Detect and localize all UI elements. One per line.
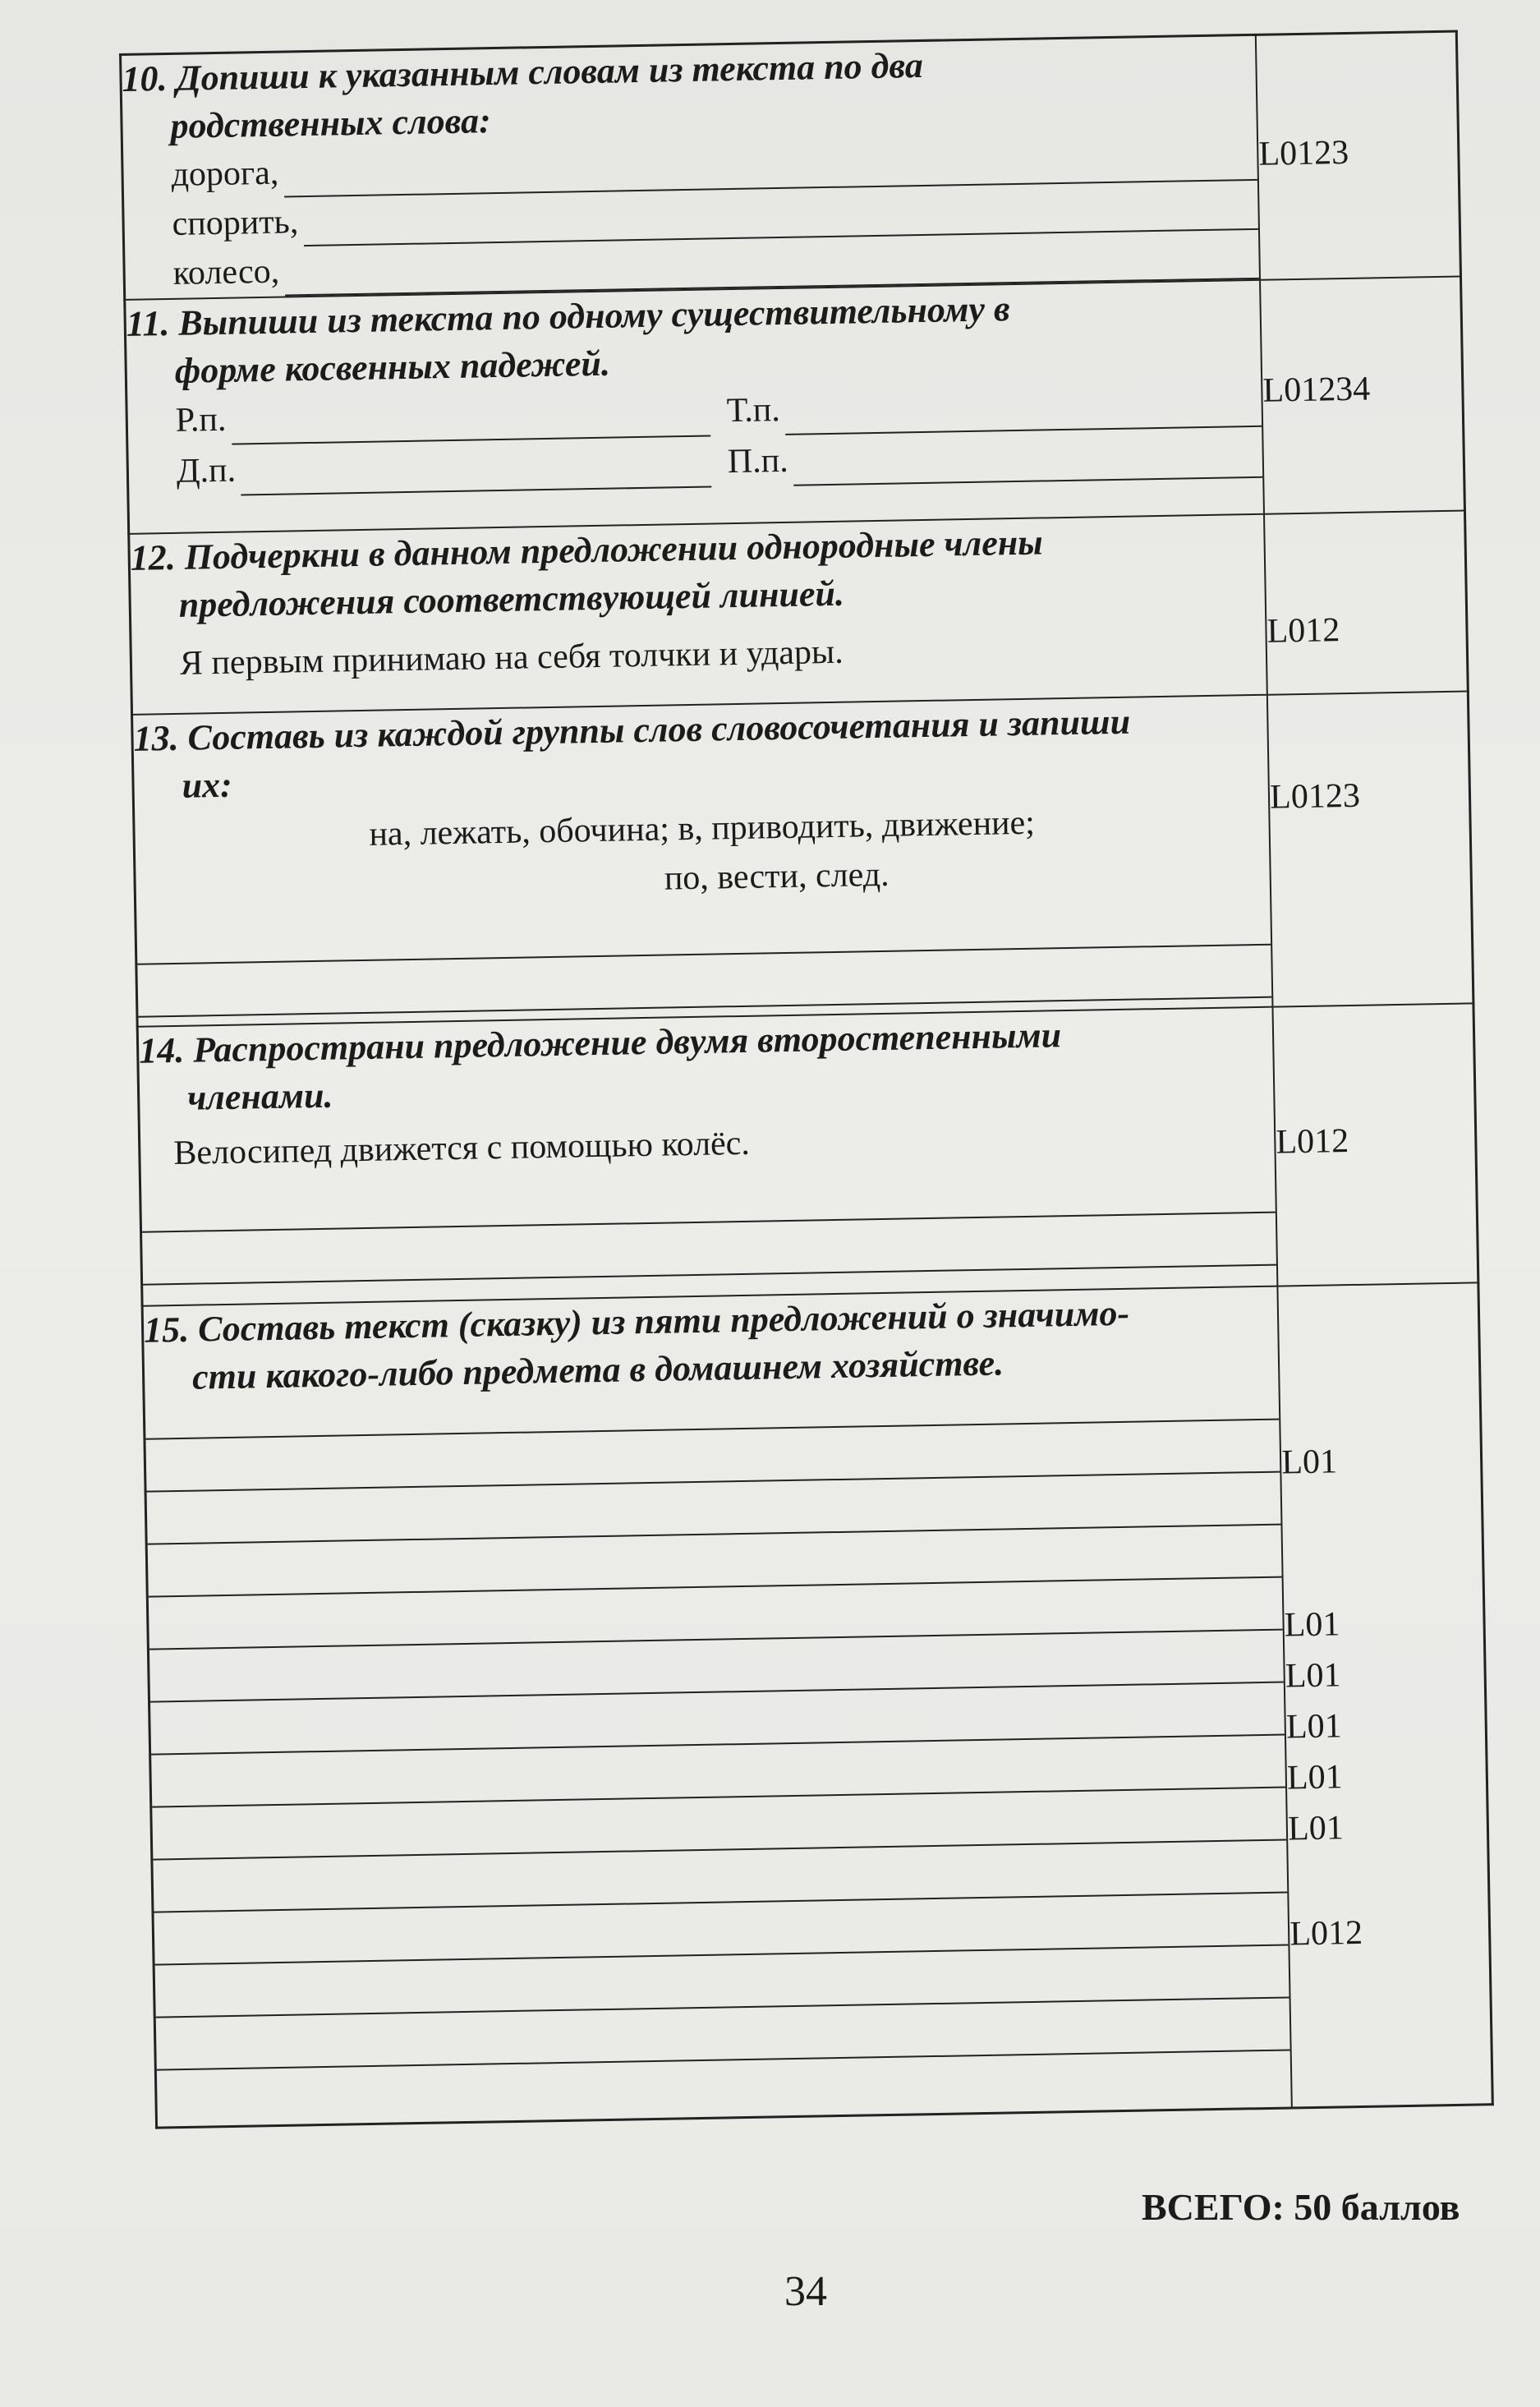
case-label: П.п.	[727, 441, 789, 481]
task-15-score	[1278, 1282, 1493, 2107]
task-14-row	[137, 1003, 1478, 1305]
page-number: 34	[784, 2268, 827, 2315]
score-label: L01	[1285, 1656, 1341, 1696]
task-12-score	[1264, 510, 1468, 694]
score-label: L0123	[1258, 133, 1349, 173]
task-10-score	[1256, 31, 1460, 280]
task-14-title	[139, 1008, 1274, 1123]
task-title-cont: форме косвенных падежей.	[174, 343, 611, 391]
task-number: 15.	[143, 1309, 190, 1351]
task-number: 11.	[126, 302, 170, 344]
task-10-content	[121, 35, 1261, 300]
task-title-cont: членами.	[186, 1075, 333, 1118]
task-13-score	[1267, 691, 1473, 1006]
task-14-content	[137, 1007, 1277, 1306]
word-groups-line: на, лежать, обочина; в, приводить, движение;	[369, 803, 1036, 854]
task-11-content	[125, 280, 1264, 534]
score-label: L01	[1287, 1809, 1345, 1848]
task-sentence: Велосипед движется с помощью колёс.	[172, 1124, 751, 1173]
tasks-table	[119, 30, 1494, 2129]
score-label: L01	[1280, 1443, 1338, 1482]
task-15-content	[142, 1286, 1292, 2128]
task-15-row	[142, 1282, 1492, 2127]
task-12-title	[130, 515, 1265, 630]
task-14-score	[1273, 1003, 1478, 1286]
word-label: дорога,	[171, 154, 279, 194]
task-title-text: Подчеркни в данном предложении однородные члены	[184, 522, 1044, 578]
word-groups-line: по, вести, след.	[664, 855, 890, 898]
score-label: L012	[1266, 611, 1340, 651]
answer-blank[interactable]	[793, 447, 1263, 486]
case-label: Т.п.	[726, 391, 781, 430]
task-13-title	[133, 696, 1268, 811]
score-label: L012	[1289, 1913, 1363, 1954]
task-13-row	[132, 691, 1473, 1026]
task-number: 14.	[138, 1029, 185, 1071]
total-score: ВСЕГО: 50 баллов	[1142, 2186, 1460, 2228]
task-number: 10.	[122, 58, 168, 99]
task-number: 13.	[133, 717, 179, 759]
task-sentence: Я первым принимаю на себя толчки и удары.	[179, 633, 844, 683]
task-12-row	[129, 510, 1469, 714]
word-label: спорить,	[172, 203, 299, 243]
score-label: L01	[1286, 1758, 1344, 1797]
score-label: L01234	[1262, 370, 1371, 410]
task-number: 12.	[130, 536, 177, 578]
task-13-content	[132, 695, 1273, 1027]
task-title-text: Распространи предложение двумя второстепенными	[192, 1015, 1062, 1070]
task-12-content	[129, 514, 1267, 715]
task-10-row	[121, 31, 1461, 300]
case-label: Д.п.	[176, 451, 237, 490]
score-label: L0123	[1269, 776, 1361, 817]
task-title-text: Составь текст (сказку) из пяти предложений о значимо-	[197, 1292, 1130, 1350]
worksheet	[119, 30, 1495, 2165]
task-title-cont: сти какого-либо предмета в домашнем хозяйстве.	[191, 1342, 1004, 1397]
score-label: L012	[1276, 1122, 1349, 1162]
task-title-cont: предложения соответствующей линией.	[178, 573, 845, 625]
answer-blank[interactable]	[241, 456, 712, 495]
score-label: L01	[1284, 1605, 1340, 1645]
task-title-cont: родственных слова:	[170, 100, 492, 146]
task-title-text: Допиши к указанным словам из текста по два	[176, 44, 924, 99]
task-title-text: Выпиши из текста по одному существительному в	[177, 288, 1010, 343]
word-label: колесо,	[172, 252, 280, 292]
task-title-cont: их:	[182, 764, 233, 806]
case-label: Р.п.	[175, 400, 227, 440]
task-11-row	[125, 277, 1465, 534]
task-title-text: Составь из каждой группы слов словосочетания и запиши	[187, 701, 1131, 758]
score-label: L01	[1285, 1707, 1343, 1747]
task-11-score	[1260, 277, 1464, 514]
